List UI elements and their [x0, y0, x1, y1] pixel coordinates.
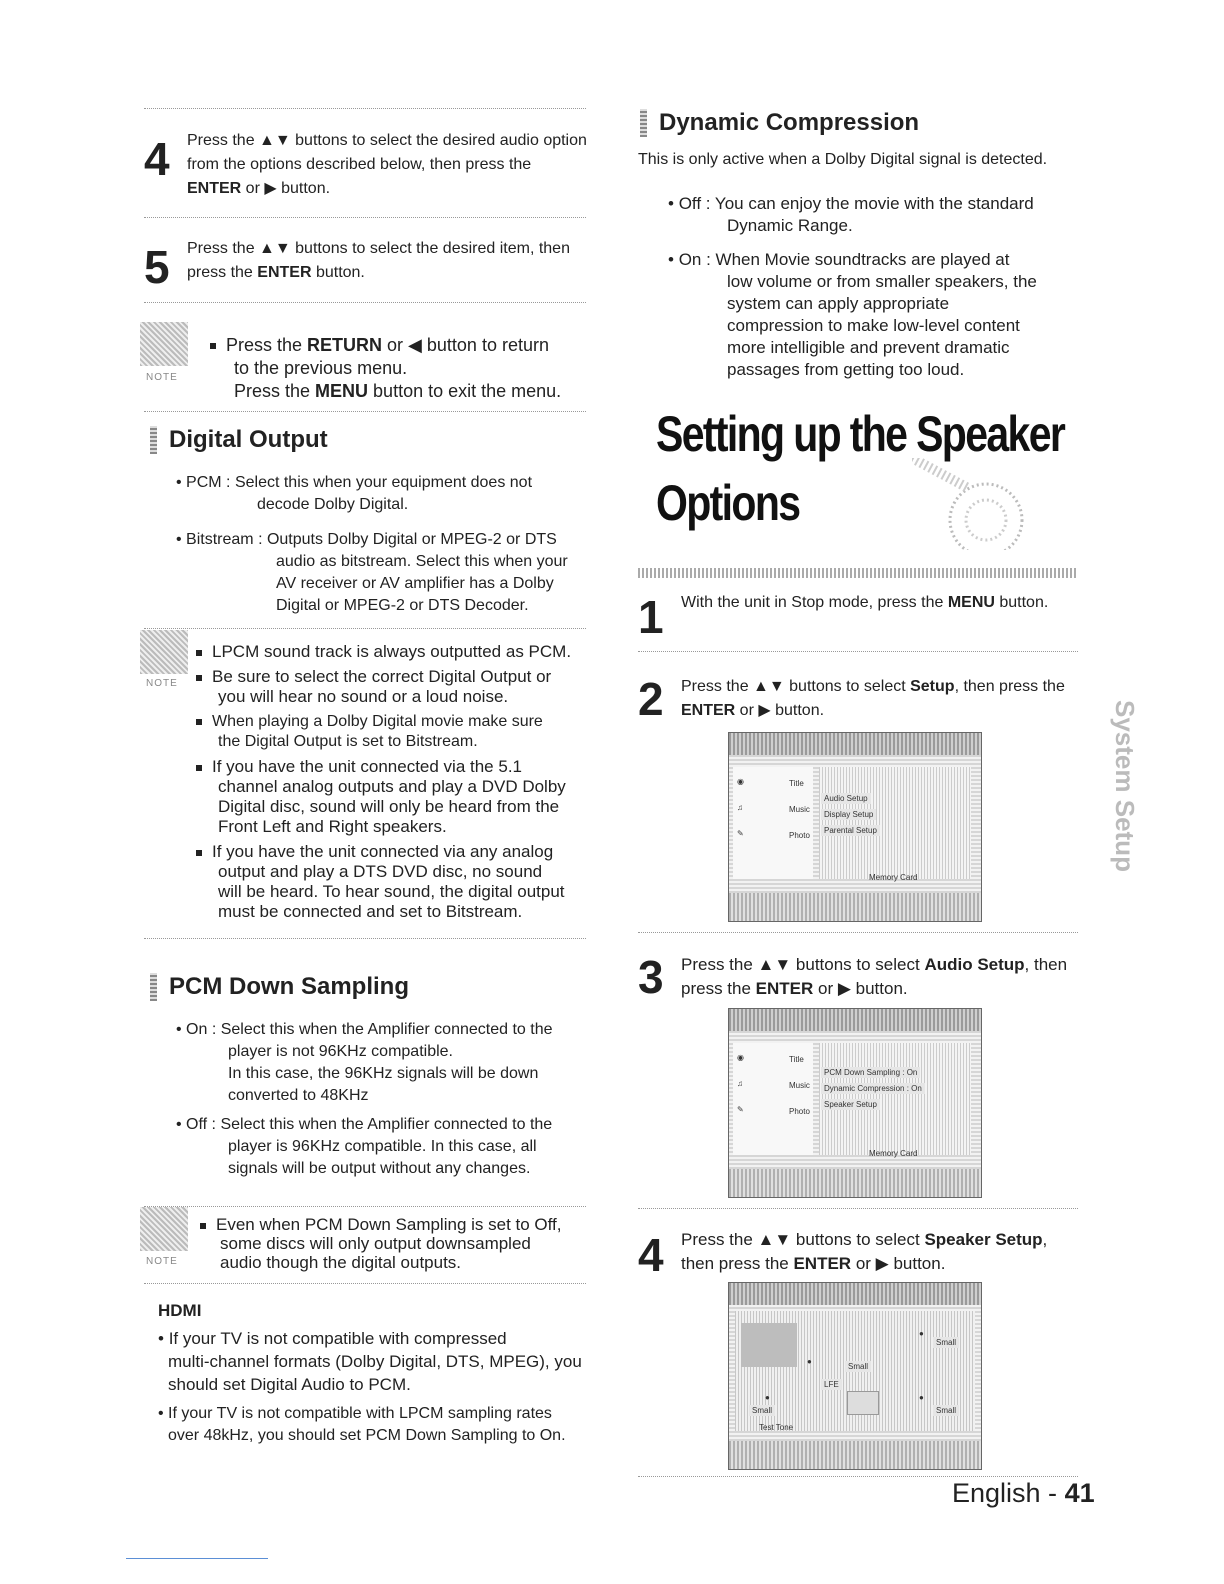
note-text: some discs will only output downsampled — [220, 1234, 531, 1253]
bullet-text: signals will be output without any changes. — [228, 1160, 531, 1177]
menu-item: Title — [789, 779, 804, 788]
speaker-label: Small — [933, 1405, 959, 1416]
bullet-text: converted to 48KHz — [228, 1087, 369, 1104]
menu-row: Dynamic Compression : On — [821, 1083, 925, 1094]
listener-icon — [847, 1391, 879, 1415]
page-title: Setting up the Speaker — [656, 406, 1065, 462]
music-icon: ♫ — [737, 1079, 743, 1088]
disc-icon: ◉ — [737, 1053, 744, 1062]
bullet-text: more intelligible and prevent dramatic — [727, 338, 1010, 357]
divider — [638, 651, 1078, 652]
bullet-item: • On : Select this when the Amplifier connected to the — [176, 1021, 553, 1038]
step-text: Press the ▲▼ buttons to select the desired item, then press the ENTER button. — [187, 240, 570, 281]
speaker-icon: ● — [919, 1393, 924, 1402]
bullet-item: • PCM : Select this when your equipment does not — [176, 474, 533, 491]
speaker-label: LFE — [821, 1379, 842, 1390]
note-text: Press the MENU button to exit the menu. — [234, 381, 562, 401]
hdmi-title: HDMI — [158, 1301, 202, 1320]
intro-text: This is only active when a Dolby Digital signal is detected. — [638, 151, 1048, 168]
note-text: the Digital Output is set to Bitstream. — [218, 733, 478, 750]
title-rule — [638, 568, 1078, 578]
bullet-item: • If your TV is not compatible with LPCM sampling rates — [158, 1405, 552, 1422]
note-text: Press the RETURN or ◀ button to return — [210, 334, 549, 357]
menu-footer: Memory Card — [869, 1149, 918, 1158]
divider — [144, 411, 586, 412]
divider — [144, 628, 586, 629]
menu-footer: Memory Card — [869, 873, 918, 882]
menu-row: PCM Down Sampling : On — [821, 1067, 920, 1078]
note-text: you will hear no sound or a loud noise. — [218, 687, 509, 706]
page-footer: English - 41 — [952, 1478, 1095, 1508]
speaker-icon: ● — [919, 1329, 924, 1338]
note-text: LPCM sound track is always outputted as PCM. — [196, 642, 571, 662]
divider — [144, 302, 586, 303]
speaker-setup-screenshot — [728, 1282, 982, 1470]
speaker-label: Small — [845, 1361, 871, 1372]
menu-item: Photo — [789, 1107, 810, 1116]
menu-row: Audio Setup — [821, 793, 871, 804]
page-title: Options — [656, 475, 800, 531]
photo-icon: ✎ — [737, 829, 744, 838]
step-text: Press the ▲▼ buttons to select Speaker Setup, then press the ENTER or ▶ button. — [681, 1230, 1048, 1273]
bullet-text: AV receiver or AV amplifier has a Dolby — [276, 575, 554, 592]
note-text: If you have the unit connected via the 5.1 — [196, 757, 522, 777]
note-label: NOTE — [146, 1256, 178, 1267]
section-heading: Dynamic Compression — [640, 109, 919, 137]
menu-row: Speaker Setup — [821, 1099, 880, 1110]
menu-item: Photo — [789, 831, 810, 840]
bullet-text: In this case, the 96KHz signals will be down — [228, 1065, 539, 1082]
step-number: 4 — [144, 133, 170, 185]
menu-screenshot — [728, 1008, 982, 1198]
bullet-item: • Off : You can enjoy the movie with the standard — [668, 194, 1034, 213]
step-text: Press the ▲▼ buttons to select Audio Setup, then press the ENTER or ▶ button. — [681, 955, 1068, 998]
note-text: will be heard. To hear sound, the digital output — [218, 882, 565, 901]
section-heading: PCM Down Sampling — [150, 973, 409, 1001]
photo-icon: ✎ — [737, 1105, 744, 1114]
bottom-line — [126, 1558, 268, 1559]
menu-screenshot — [728, 732, 982, 922]
note-text: Be sure to select the correct Digital Output or — [196, 667, 551, 687]
step-number: 4 — [638, 1229, 664, 1281]
section-heading: Digital Output — [150, 426, 328, 454]
bullet-item: • If your TV is not compatible with compressed — [158, 1329, 507, 1348]
note-label: NOTE — [146, 372, 178, 383]
menu-item: Title — [789, 1055, 804, 1064]
speaker-label: Small — [933, 1337, 959, 1348]
bullet-text: multi-channel formats (Dolby Digital, DTS, MPEG), you — [168, 1352, 582, 1371]
menu-row: Display Setup — [821, 809, 876, 820]
bullet-item: • On : When Movie soundtracks are played at — [668, 250, 1010, 269]
speaker-decoration-icon — [912, 458, 1028, 550]
step-number: 1 — [638, 591, 664, 643]
note-text: Digital disc, sound will only be heard from the — [218, 797, 560, 816]
divider — [144, 217, 586, 218]
bullet-text: low volume or from smaller speakers, the — [727, 272, 1037, 291]
step-text: Press the ▲▼ buttons to select the desired audio option from the options described below, then press the ENTER or ▶ button. — [187, 132, 587, 197]
note-label: NOTE — [146, 678, 178, 689]
bullet-text: over 48kHz, you should set PCM Down Sampling to On. — [168, 1427, 566, 1444]
bullet-text: Digital or MPEG-2 or DTS Decoder. — [276, 597, 529, 614]
divider — [144, 1283, 586, 1284]
divider — [144, 1206, 586, 1207]
step-number: 3 — [638, 951, 664, 1003]
step-number: 2 — [638, 673, 664, 725]
bullet-text: passages from getting too loud. — [727, 360, 965, 379]
bullet-text: compression to make low-level content — [727, 316, 1020, 335]
step-text: Press the ▲▼ buttons to select Setup, then press the ENTER or ▶ button. — [681, 678, 1065, 719]
note-icon — [140, 322, 188, 366]
bullet-text: Dynamic Range. — [727, 216, 853, 235]
note-text: When playing a Dolby Digital movie make sure — [196, 712, 543, 732]
disc-icon: ◉ — [737, 777, 744, 786]
note-text: Even when PCM Down Sampling is set to Off, — [200, 1215, 562, 1235]
note-text: Front Left and Right speakers. — [218, 817, 447, 836]
test-tone-label: Test Tone — [759, 1423, 794, 1432]
note-text: audio though the digital outputs. — [220, 1253, 462, 1272]
note-text: If you have the unit connected via any analog — [196, 842, 553, 862]
speaker-label: Small — [749, 1405, 775, 1416]
bullet-item: • Off : Select this when the Amplifier connected to the — [176, 1116, 553, 1133]
speaker-icon: ● — [807, 1357, 812, 1366]
step-text: With the unit in Stop mode, press the MENU button. — [681, 594, 1049, 611]
music-icon: ♫ — [737, 803, 743, 812]
menu-item: Music — [789, 1081, 810, 1090]
step-number: 5 — [144, 241, 170, 293]
note-text: to the previous menu. — [234, 358, 408, 378]
tv-display — [741, 1323, 797, 1367]
bullet-text: should set Digital Audio to PCM. — [168, 1375, 411, 1394]
divider — [638, 1208, 1078, 1209]
bullet-item: • Bitstream : Outputs Dolby Digital or MPEG-2 or DTS — [176, 531, 557, 548]
note-icon — [140, 1207, 188, 1251]
note-text: must be connected and set to Bitstream. — [218, 902, 523, 921]
divider — [638, 1476, 1078, 1477]
bullet-text: decode Dolby Digital. — [257, 496, 409, 513]
bullet-text: player is not 96KHz compatible. — [228, 1043, 453, 1060]
divider — [144, 938, 586, 939]
speaker-icon: ● — [765, 1393, 770, 1402]
side-tab: System Setup — [1110, 700, 1140, 872]
bullet-text: audio as bitstream. Select this when your — [276, 553, 568, 570]
bullet-text: system can apply appropriate — [727, 294, 950, 313]
divider — [144, 108, 586, 109]
menu-item: Music — [789, 805, 810, 814]
menu-row: Parental Setup — [821, 825, 880, 836]
note-text: channel analog outputs and play a DVD Dolby — [218, 777, 566, 796]
note-icon — [140, 630, 188, 674]
bullet-text: player is 96KHz compatible. In this case, all — [228, 1138, 537, 1155]
note-text: output and play a DTS DVD disc, no sound — [218, 862, 543, 881]
divider — [638, 932, 1078, 933]
